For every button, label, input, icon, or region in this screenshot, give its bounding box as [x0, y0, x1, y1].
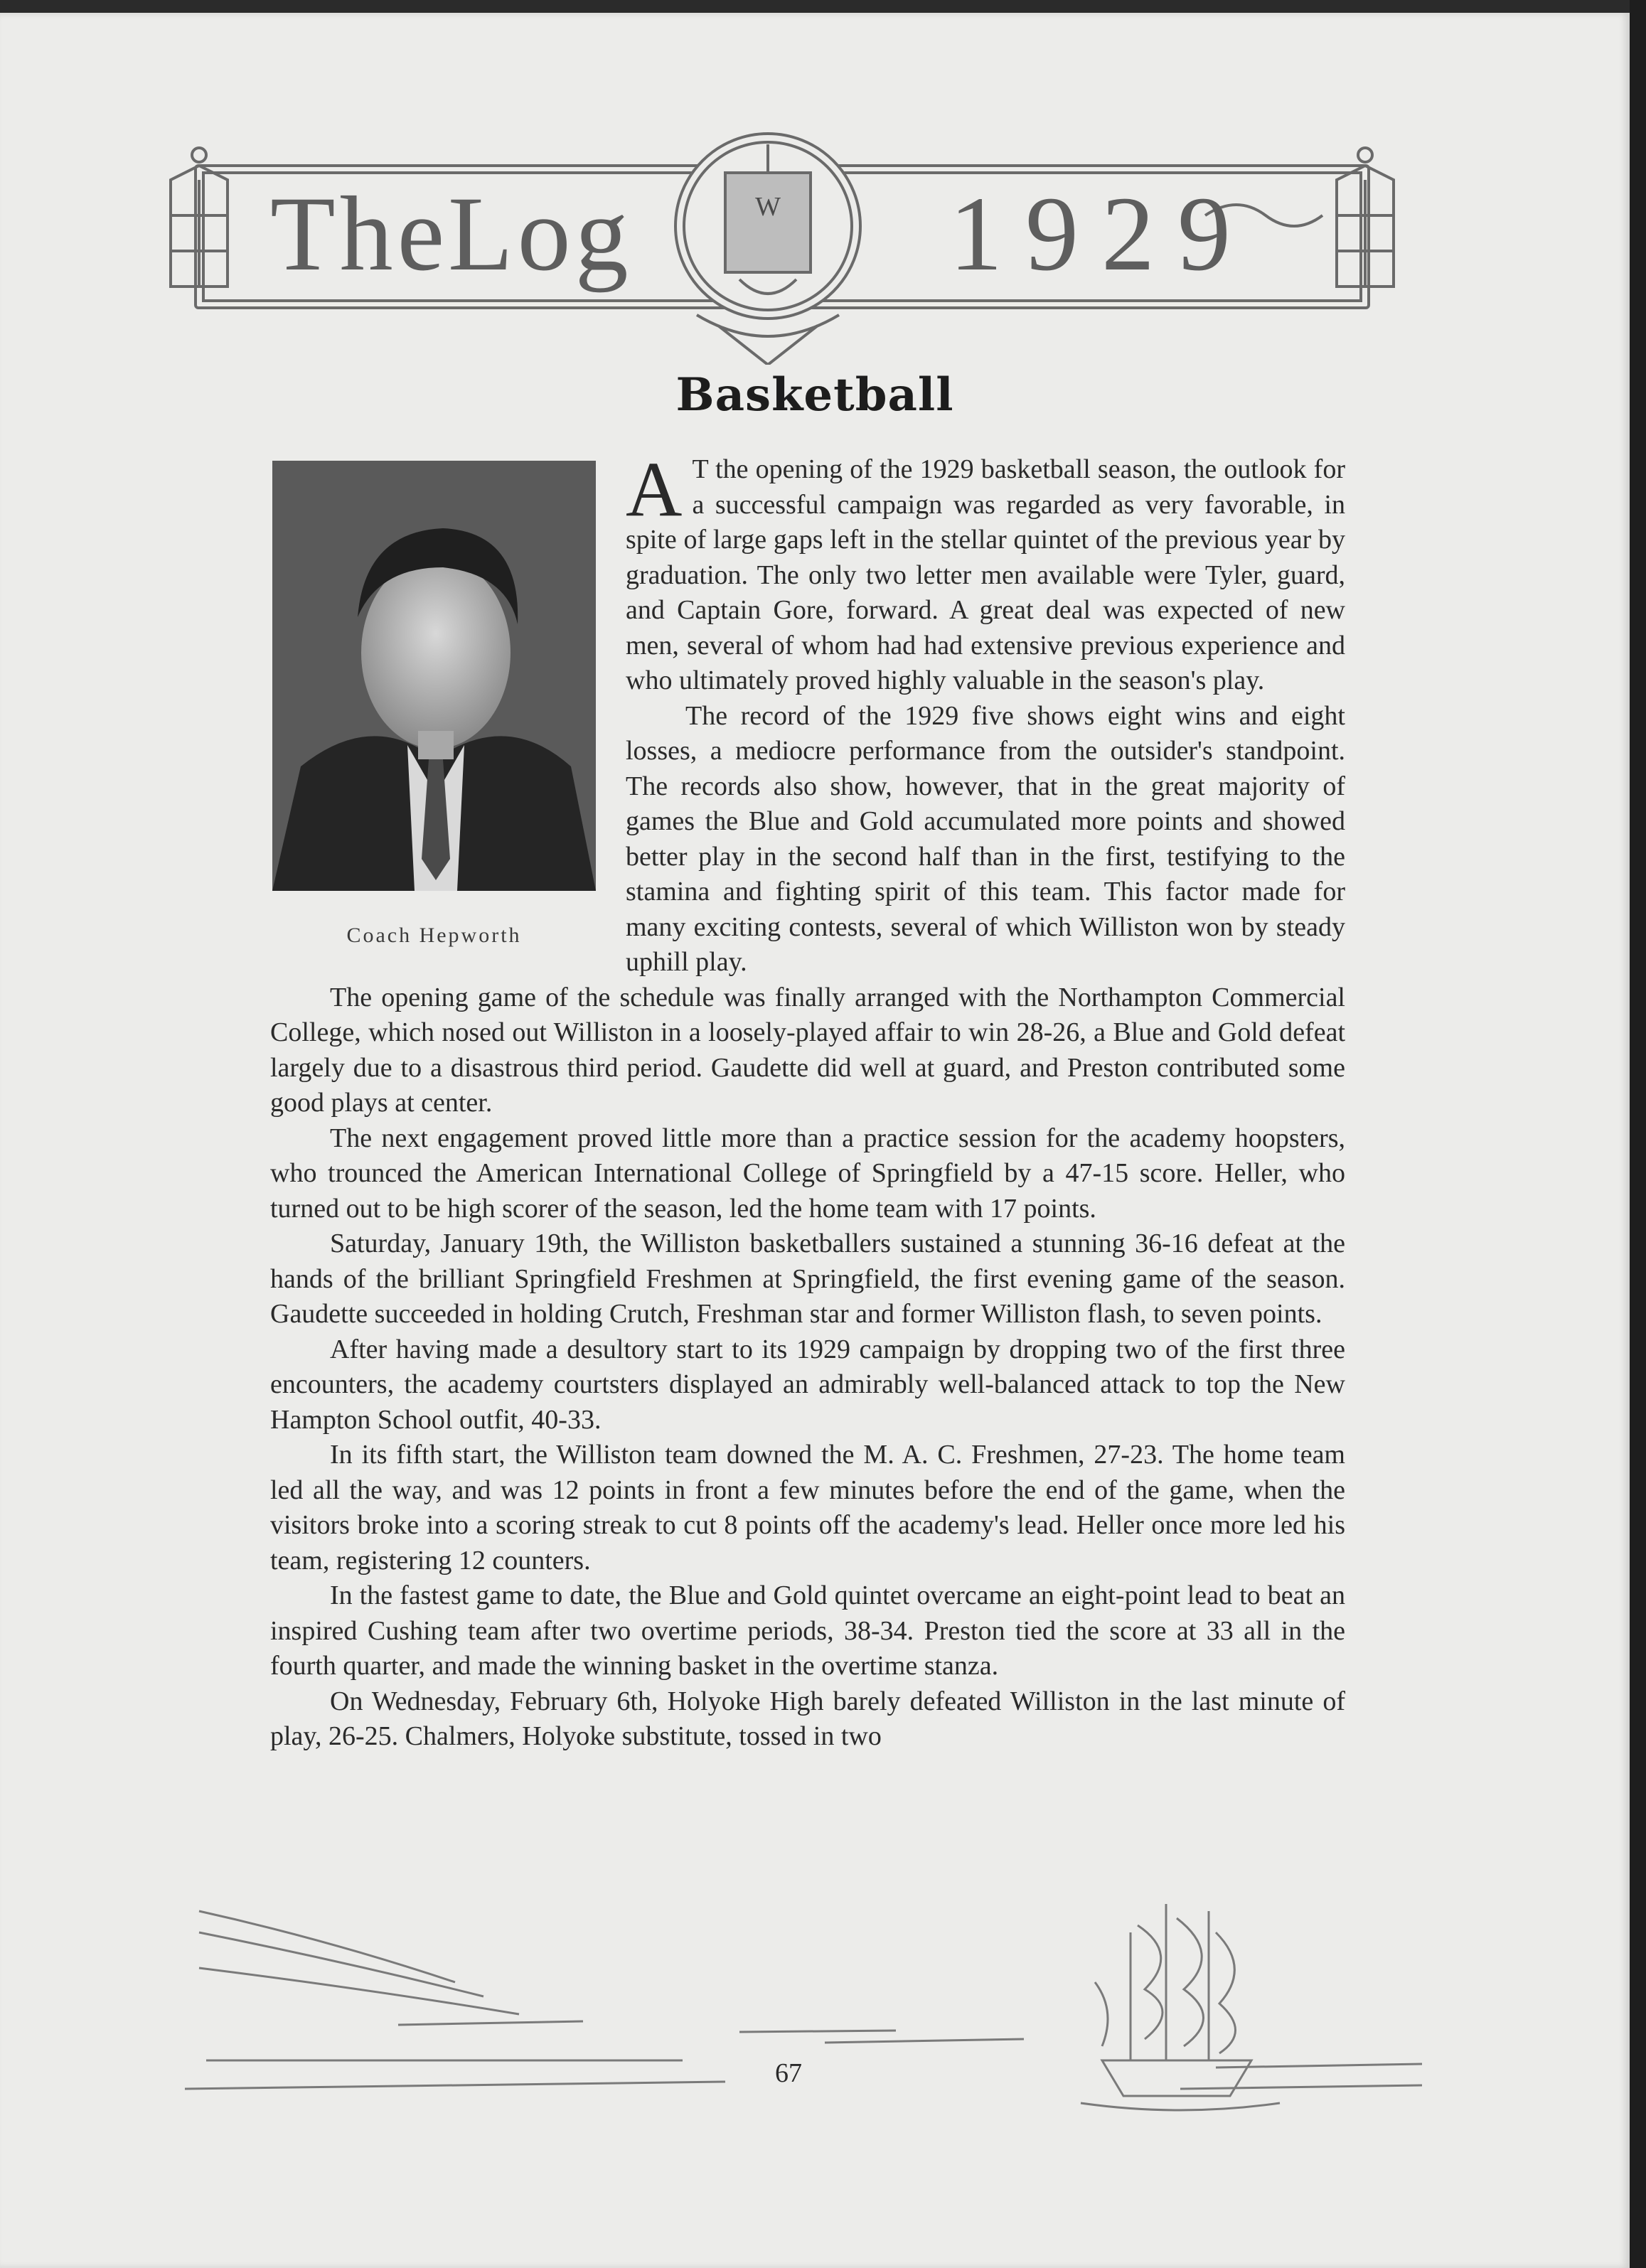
page-number: 67: [775, 2058, 802, 2088]
article-body: [270, 446, 1345, 1755]
photo-spacer: [270, 452, 626, 975]
left-lantern-icon: [171, 148, 228, 287]
paragraph-8: In the fastest game to date, the Blue and Gold quintet overcame an eight-point lead to beat an inspired Cushing team after two overtime periods, 38-34. Preston tied the score at 33 all in the fourth quarter, and made the winning basket in the overtime stanza.: [270, 1580, 1345, 1681]
paragraph-7: In its fifth start, the Williston team downed the M. A. C. Freshmen, 27-23. The home team led all the way, and was 12 points in front a few minutes before the end of the game, when the visitors broke into a scoring streak to cut 8 points off the academy's lead. Heller once more led his team, registering 12 counters.: [270, 1440, 1345, 1576]
yearbook-page: [0, 13, 1630, 2268]
paragraph-3: The opening game of the schedule was finally arranged with the Northampton Commercial College, which nosed out Williston in a loosely-played affair to win 28-26, a Blue and Gold defeat largely due to a disastrous third period. Gaudette did well at guard, and Preston contributed some good plays at center.: [270, 982, 1345, 1118]
sailing-ship-icon: [1081, 1904, 1280, 2110]
paragraph-9: On Wednesday, February 6th, Holyoke High barely defeated Williston in the last minute of play, 26-25. Chalmers, Holyoke substitute, tossed in two: [270, 1686, 1345, 1751]
emblem-letter: W: [755, 192, 781, 222]
title-year: 1929: [949, 175, 1254, 293]
paragraph-6: After having made a desultory start to its 1929 campaign by dropping two of the first three encounters, the academy courtsters displayed an admirably well-balanced attack to top the New Hampton School outfit, 40-33.: [270, 1334, 1345, 1435]
paragraph-5: Saturday, January 19th, the Williston basketballers sustained a stunning 36-16 defeat at the hands of the brilliant Springfield Freshmen at Springfield, the first evening game of the season. Gaudette succeeded in holding Crutch, Freshman star and former Williston flash, to seven points.: [270, 1229, 1345, 1329]
paragraph-4: The next engagement proved little more than a practice session for the academy hoopsters, who trounced the American International College of Springfield by a 47-15 score. Heller, who turned out to be high scorer of the season, led the home team with 17 points.: [270, 1123, 1345, 1224]
photo-caption: Coach Hepworth: [346, 924, 522, 947]
book-spine-edge: [1630, 0, 1646, 2268]
paragraph-2: The record of the 1929 five shows eight wins and eight losses, a mediocre performance from the outsider's standpoint. The records also show, however, that in the great majority of games the Blue and Gold accumulated more points and showed better play in the second half than in the first, testifying to the stamina and fighting spirit of this team. This factor made for many exciting contests, several of which Williston won by steady uphill play.: [626, 700, 1345, 977]
title-log: Log: [448, 175, 633, 293]
article-heading: Basketball: [675, 368, 954, 422]
title-the: The: [270, 175, 449, 293]
footer-seascape: [185, 1890, 1422, 2124]
ship-emblem-icon: [675, 134, 860, 365]
right-lantern-icon: [1337, 148, 1394, 287]
drop-cap: A: [626, 446, 683, 533]
paragraph-1-text: T the opening of the 1929 basketball season, the outlook for a successful campaign was regarded as very favorable, in spite of large gaps left in the stellar quintet of the previous year by graduation. The only two letter men available were Tyler, guard, and Captain Gore, forward. A great deal was expected of new men, several of whom had had extensive previous experience and who ultimately proved highly valuable in the season's play.: [626, 454, 1345, 695]
